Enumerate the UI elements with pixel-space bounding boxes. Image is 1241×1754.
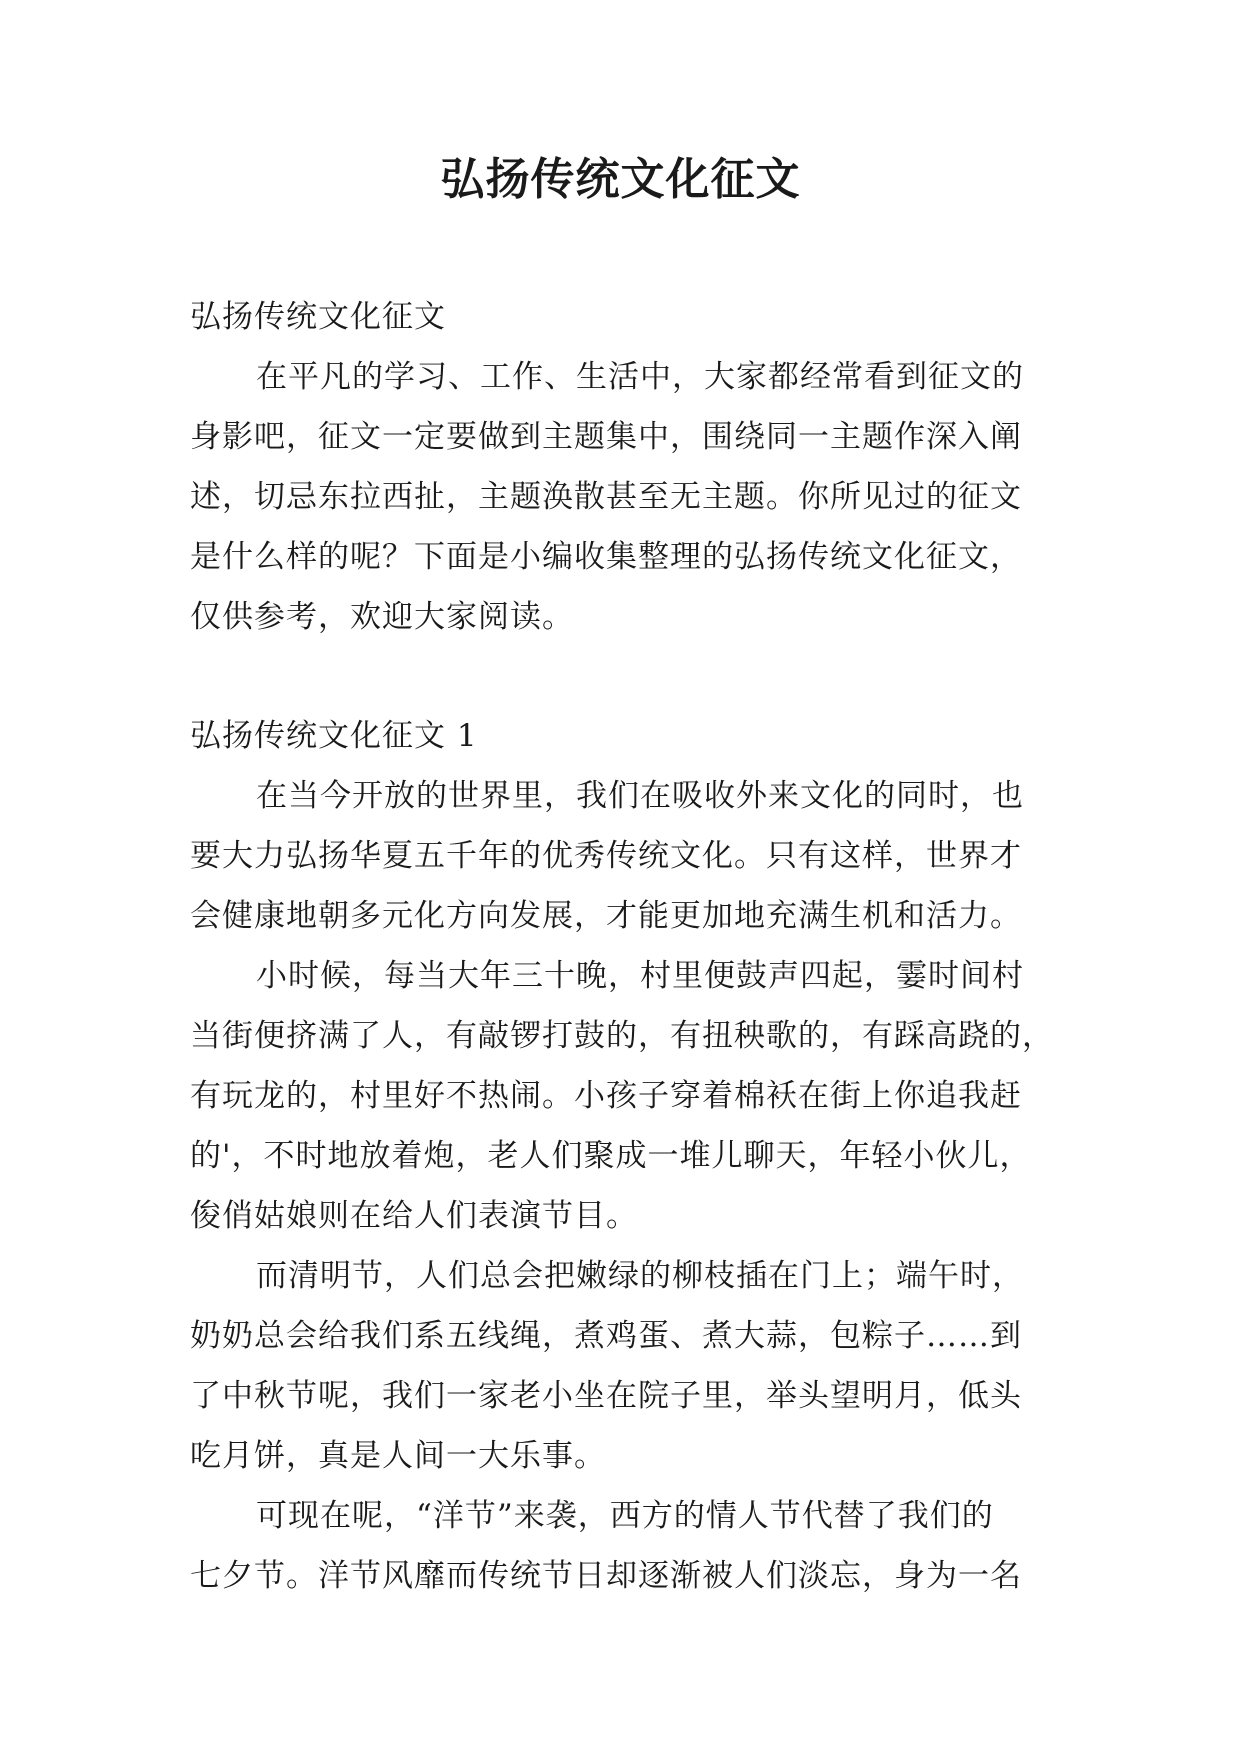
text-line: 可现在呢，“洋节”来袭，西方的情人节代替了我们的 (256, 1498, 994, 1534)
text-line: 当街便挤满了人，有敲锣打鼓的，有扭秧歌的，有踩高跷的， (190, 1018, 1054, 1054)
text-line: 有玩龙的，村里好不热闹。小孩子穿着棉袄在街上你追我赶 (190, 1078, 1022, 1114)
intro-paragraph (190, 347, 1050, 647)
section-paragraph (190, 1246, 1050, 1486)
text-line: 是什么样的呢？下面是小编收集整理的弘扬传统文化征文， (190, 539, 1022, 575)
text-line: 俊俏姑娘则在给人们表演节目。 (190, 1198, 638, 1234)
text-line: 七夕节。洋节风靡而传统节日却逐渐被人们淡忘，身为一名 (190, 1558, 1022, 1594)
text-line: 在平凡的学习、工作、生活中，大家都经常看到征文的 (256, 359, 1024, 395)
document-title: 弘扬传统文化征文 (440, 154, 801, 205)
section-paragraph (190, 766, 1050, 946)
section-paragraph (190, 946, 1054, 1246)
text-line: 而清明节，人们总会把嫩绿的柳枝插在门上；端午时， (256, 1258, 1024, 1294)
text-line: 吃月饼，真是人间一大乐事。 (190, 1438, 606, 1474)
text-line: 奶奶总会给我们系五线绳，煮鸡蛋、煮大蒜，包粽子……到 (190, 1318, 1022, 1354)
section-paragraph (190, 1486, 1050, 1606)
text-line: 的'，不时地放着炮，老人们聚成一堆儿聊天，年轻小伙儿， (190, 1138, 1032, 1174)
text-line: 要大力弘扬华夏五千年的优秀传统文化。只有这样，世界才 (190, 838, 1022, 874)
text-line: 身影吧，征文一定要做到主题集中，围绕同一主题作深入阐 (190, 419, 1022, 455)
section-spacer (190, 647, 1050, 706)
text-line: 小时候，每当大年三十晚，村里便鼓声四起，霎时间村 (256, 958, 1024, 994)
document-body (190, 287, 1054, 1606)
text-line: 了中秋节呢，我们一家老小坐在院子里，举头望明月，低头 (190, 1378, 1022, 1414)
text-line: 仅供参考，欢迎大家阅读。 (190, 599, 574, 635)
text-line: 在当今开放的世界里，我们在吸收外来文化的同时，也 (256, 778, 1024, 814)
intro-heading: 弘扬传统文化征文 (190, 299, 446, 335)
text-line: 述，切忌东拉西扯，主题涣散甚至无主题。你所见过的征文 (190, 479, 1022, 515)
section-heading: 弘扬传统文化征文 1 (190, 718, 478, 754)
text-line: 会健康地朝多元化方向发展，才能更加地充满生机和活力。 (190, 898, 1022, 934)
